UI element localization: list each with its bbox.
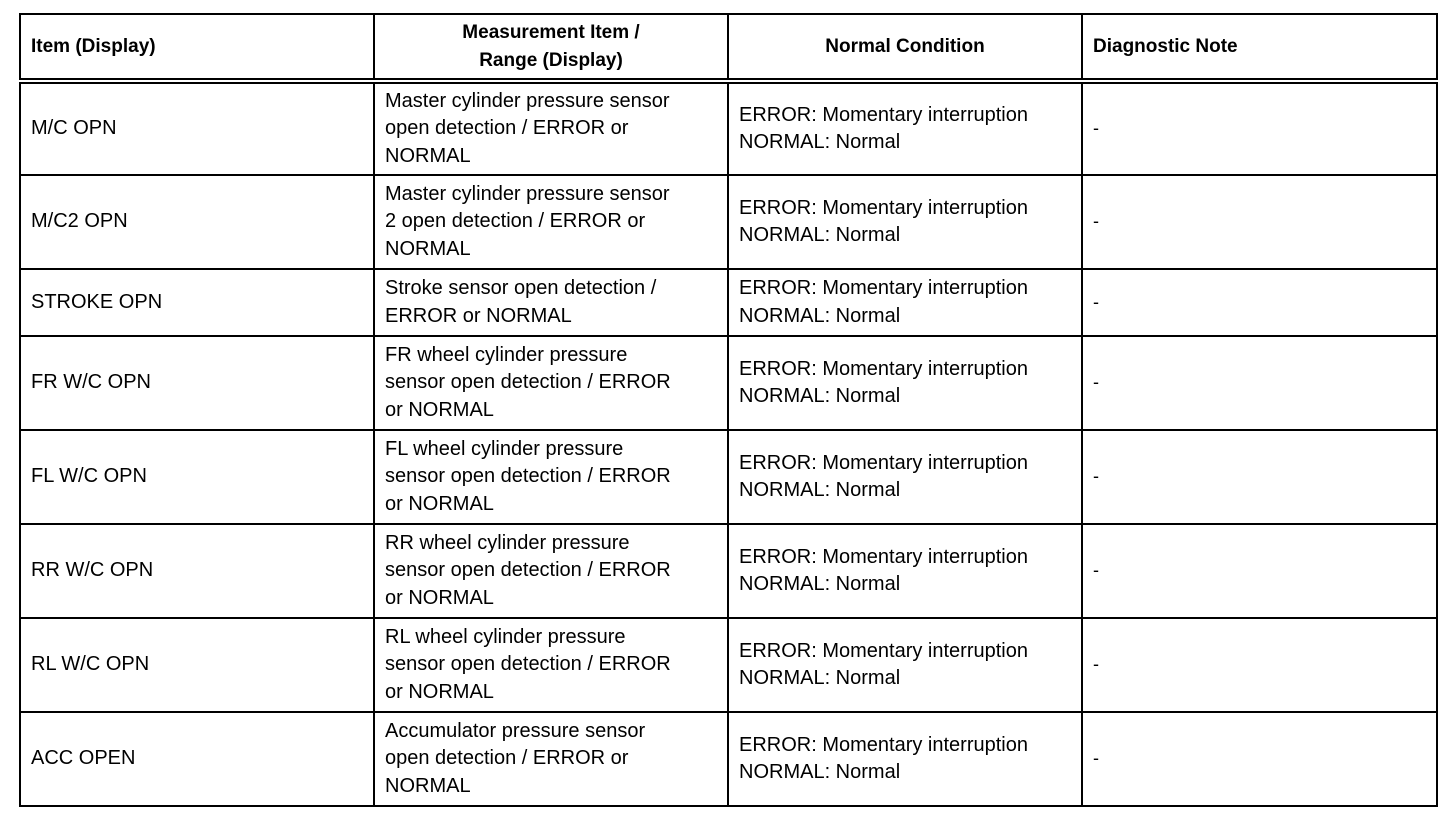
header-measurement-range: Measurement Item / Range (Display) xyxy=(374,14,728,81)
normal-condition-cell: ERROR: Momentary interruption NORMAL: Normal xyxy=(728,269,1082,336)
item-cell: RL W/C OPN xyxy=(20,618,374,712)
diagnostic-note-cell: - xyxy=(1082,618,1437,712)
measurement-cell: RL wheel cylinder pressure sensor open detection / ERROR or NORMAL xyxy=(374,618,728,712)
item-cell: RR W/C OPN xyxy=(20,524,374,618)
table-row xyxy=(20,618,1437,712)
measurement-cell: Master cylinder pressure sensor open detection / ERROR or NORMAL xyxy=(374,81,728,175)
normal-condition-cell: ERROR: Momentary interruption NORMAL: Normal xyxy=(728,336,1082,430)
table-row xyxy=(20,430,1437,524)
diagnostic-note-cell: - xyxy=(1082,81,1437,175)
measurement-cell: FL wheel cylinder pressure sensor open detection / ERROR or NORMAL xyxy=(374,430,728,524)
table-row xyxy=(20,712,1437,806)
table-row xyxy=(20,524,1437,618)
diagnostic-note-cell: - xyxy=(1082,712,1437,806)
item-cell: STROKE OPN xyxy=(20,269,374,336)
diagnostic-note-cell: - xyxy=(1082,524,1437,618)
normal-condition-cell: ERROR: Momentary interruption NORMAL: Normal xyxy=(728,175,1082,269)
measurement-cell: RR wheel cylinder pressure sensor open detection / ERROR or NORMAL xyxy=(374,524,728,618)
measurement-cell: Master cylinder pressure sensor 2 open detection / ERROR or NORMAL xyxy=(374,175,728,269)
normal-condition-cell: ERROR: Momentary interruption NORMAL: Normal xyxy=(728,81,1082,175)
measurement-cell: Stroke sensor open detection / ERROR or NORMAL xyxy=(374,269,728,336)
measurement-cell: FR wheel cylinder pressure sensor open detection / ERROR or NORMAL xyxy=(374,336,728,430)
diagnostic-note-cell: - xyxy=(1082,336,1437,430)
table-row xyxy=(20,175,1437,269)
item-cell: FL W/C OPN xyxy=(20,430,374,524)
normal-condition-cell: ERROR: Momentary interruption NORMAL: Normal xyxy=(728,712,1082,806)
header-normal-condition: Normal Condition xyxy=(728,14,1082,81)
header-diagnostic-note: Diagnostic Note xyxy=(1082,14,1437,81)
table-header-row xyxy=(20,14,1437,81)
table-row xyxy=(20,269,1437,336)
diagnostic-note-cell: - xyxy=(1082,175,1437,269)
item-cell: ACC OPEN xyxy=(20,712,374,806)
item-cell: FR W/C OPN xyxy=(20,336,374,430)
item-cell: M/C OPN xyxy=(20,81,374,175)
item-cell: M/C2 OPN xyxy=(20,175,374,269)
data-monitor-table xyxy=(19,13,1438,807)
normal-condition-cell: ERROR: Momentary interruption NORMAL: Normal xyxy=(728,524,1082,618)
table-row xyxy=(20,336,1437,430)
diagnostic-note-cell: - xyxy=(1082,269,1437,336)
normal-condition-cell: ERROR: Momentary interruption NORMAL: Normal xyxy=(728,618,1082,712)
normal-condition-cell: ERROR: Momentary interruption NORMAL: Normal xyxy=(728,430,1082,524)
header-item-display: Item (Display) xyxy=(20,14,374,81)
diagnostic-note-cell: - xyxy=(1082,430,1437,524)
table-row xyxy=(20,81,1437,175)
measurement-cell: Accumulator pressure sensor open detection / ERROR or NORMAL xyxy=(374,712,728,806)
